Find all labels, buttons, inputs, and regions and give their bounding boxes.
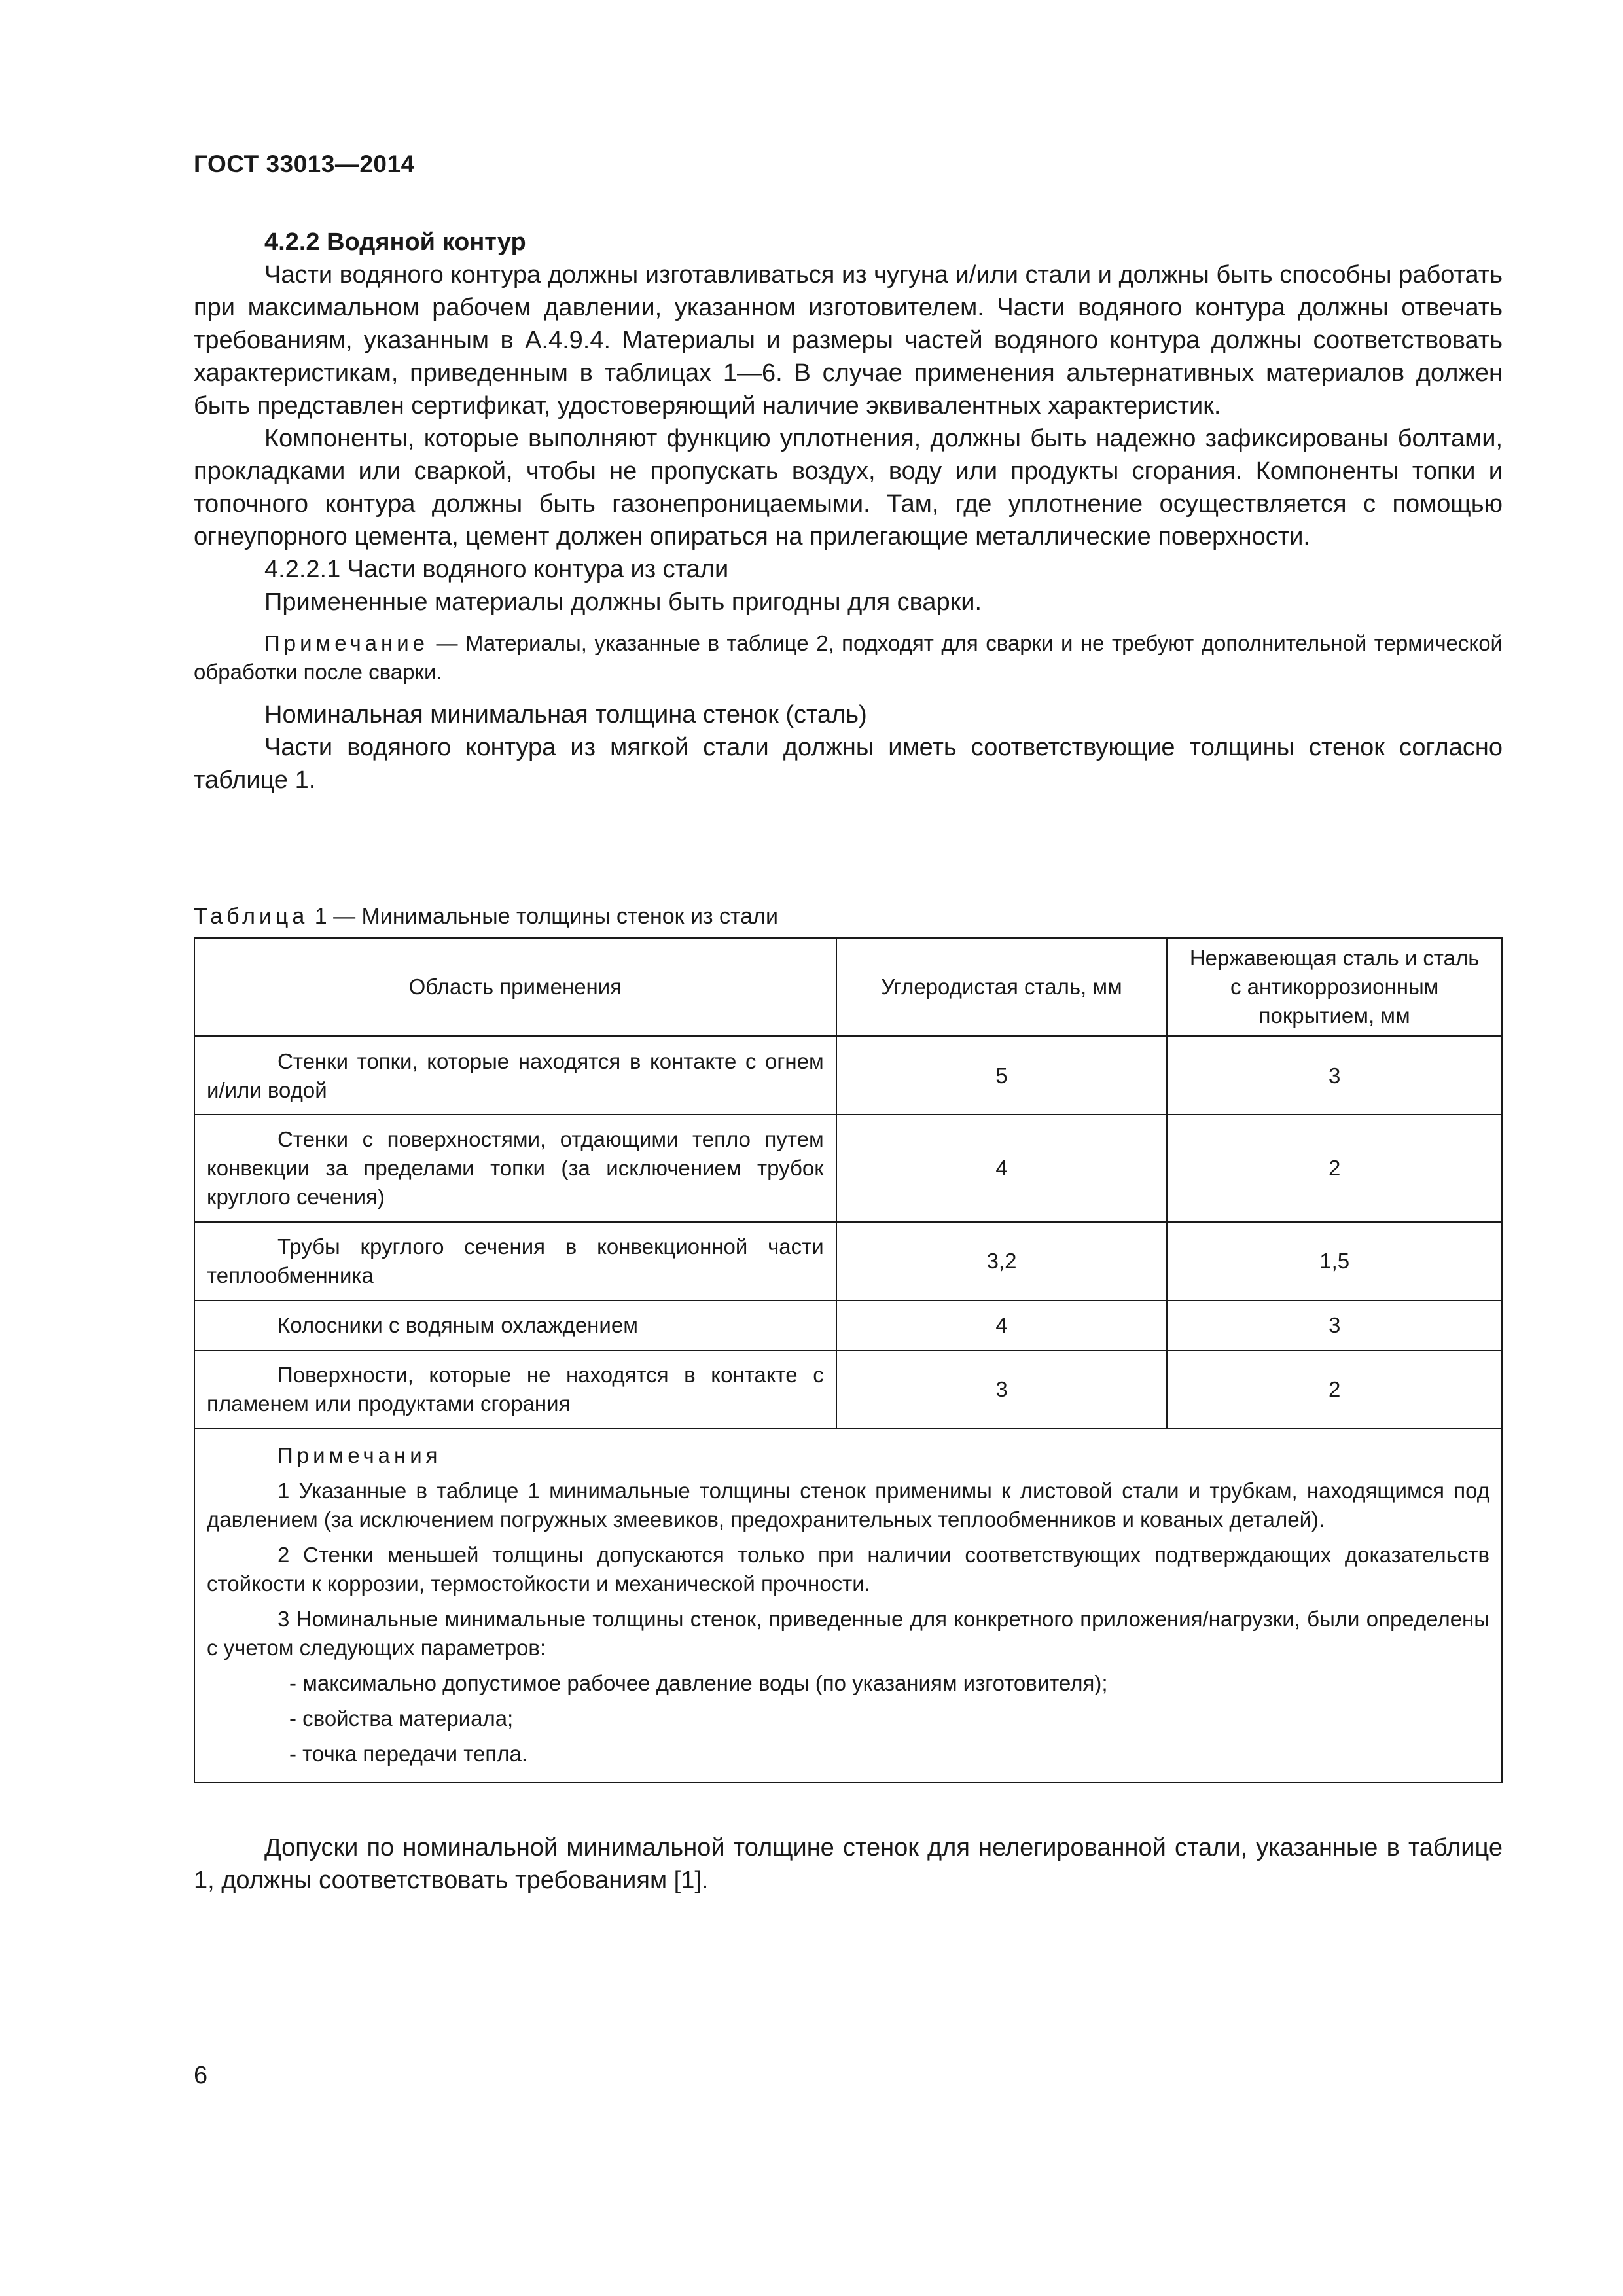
- header-carbon-steel: Углеродистая сталь, мм: [836, 938, 1168, 1036]
- header-stainless-steel: Нержавеющая сталь и сталь с антикоррозионным покрытием, мм: [1167, 938, 1502, 1036]
- thickness-title: Номинальная минимальная толщина стенок (сталь): [264, 701, 867, 728]
- section-paragraph-2: Компоненты, которые выполняют функцию уплотнения, должны быть надежно зафиксированы болтами, прокладками или сваркой, чтобы не пропускать воздух, воду или продукты сгорания. Компоненты топки и топочного контура должны быть газонепроницаемыми. Там, где уплотнение осуществляется с помощью огнеупорного цемента, цемент должен опираться на прилегающие металлические поверхности.: [194, 425, 1503, 550]
- row-carbon: 4: [836, 1300, 1168, 1350]
- row-area: Трубы круглого сечения в конвекционной части теплообменника: [194, 1222, 836, 1300]
- row-stainless: 2: [1167, 1350, 1502, 1429]
- note-2: 2 Стенки меньшей толщины допускаются только при наличии соответствующих подтверждающих доказательств стойкости к коррозии, термостойкости и механической прочности.: [207, 1543, 1489, 1596]
- row-carbon: 3,2: [836, 1222, 1168, 1300]
- row-stainless: 3: [1167, 1036, 1502, 1115]
- note-3-item: - точка передачи тепла.: [289, 1742, 528, 1766]
- notes-title: Примечания: [277, 1443, 442, 1467]
- table-caption-label: Таблица: [194, 904, 309, 929]
- row-stainless: 2: [1167, 1115, 1502, 1222]
- table-row: [194, 1350, 1502, 1429]
- page-number: 6: [194, 2062, 208, 2089]
- note-text: — Материалы, указанные в таблице 2, подходят для сварки и не требуют дополнительной термической обработки после сварки.: [194, 631, 1503, 684]
- section-body: [194, 226, 1503, 797]
- table-row: [194, 1115, 1502, 1222]
- table-row: [194, 1300, 1502, 1350]
- row-area: Стенки с поверхностями, отдающими тепло путем конвекции за пределами топки (за исключением трубок круглого сечения): [194, 1115, 836, 1222]
- table-row: [194, 1036, 1502, 1115]
- subsection-paragraph: Примененные материалы должны быть пригодны для сварки.: [264, 588, 982, 616]
- table-caption-text: 1 — Минимальные толщины стенок из стали: [308, 904, 778, 929]
- table-notes-row: [194, 1429, 1502, 1782]
- note-3: 3 Номинальные минимальные толщины стенок, приведенные для конкретного приложения/нагрузки, были определены с учетом следующих параметров:: [207, 1607, 1489, 1660]
- table-notes: [194, 1429, 1502, 1782]
- closing-section: [194, 1831, 1503, 1897]
- row-area: Поверхности, которые не находятся в контакте с пламенем или продуктами сгорания: [194, 1350, 836, 1429]
- row-carbon: 4: [836, 1115, 1168, 1222]
- note-3-item: - свойства материала;: [289, 1706, 514, 1731]
- note-3-item: - максимально допустимое рабочее давление воды (по указаниям изготовителя);: [289, 1671, 1108, 1695]
- row-stainless: 1,5: [1167, 1222, 1502, 1300]
- row-carbon: 5: [836, 1036, 1168, 1115]
- section-paragraph-1: Части водяного контура должны изготавливаться из чугуна и/или стали и должны быть способны работать при максимальном рабочем давлении, указанном изготовителем. Части водяного контура должны отвечать требованиям, указанным в А.4.9.4. Материалы и размеры частей водяного контура должны соответствовать характеристикам, приведенным в таблицах 1—6. В случае применения альтернативных материалов должен быть представлен сертификат, удостоверяющий наличие эквивалентных характеристик.: [194, 261, 1503, 420]
- row-stainless: 3: [1167, 1300, 1502, 1350]
- row-area: Колосники с водяным охлаждением: [194, 1300, 836, 1350]
- table-header-row: [194, 938, 1502, 1036]
- note-label: Примечание: [264, 631, 429, 655]
- table-caption: [194, 902, 1503, 931]
- closing-paragraph: Допуски по номинальной минимальной толщине стенок для нелегированной стали, указанные в таблице 1, должны соответствовать требованиям [1].: [194, 1834, 1503, 1894]
- subsection-title: 4.2.2.1 Части водяного контура из стали: [264, 556, 729, 583]
- wall-thickness-table: [194, 937, 1503, 1783]
- section-title: 4.2.2 Водяной контур: [264, 228, 526, 256]
- table-row: [194, 1222, 1502, 1300]
- note-1: 1 Указанные в таблице 1 минимальные толщины стенок применимы к листовой стали и трубкам, находящимся под давлением (за исключением погружных змеевиков, предохранительных теплообменников и кованых деталей).: [207, 1479, 1489, 1532]
- header-area: Область применения: [194, 938, 836, 1036]
- thickness-paragraph: Части водяного контура из мягкой стали должны иметь соответствующие толщины стенок согласно таблице 1.: [194, 734, 1503, 794]
- note: [194, 629, 1503, 687]
- row-area: Стенки топки, которые находятся в контакте с огнем и/или водой: [194, 1036, 836, 1115]
- row-carbon: 3: [836, 1350, 1168, 1429]
- document-id-header: ГОСТ 33013—2014: [194, 151, 415, 177]
